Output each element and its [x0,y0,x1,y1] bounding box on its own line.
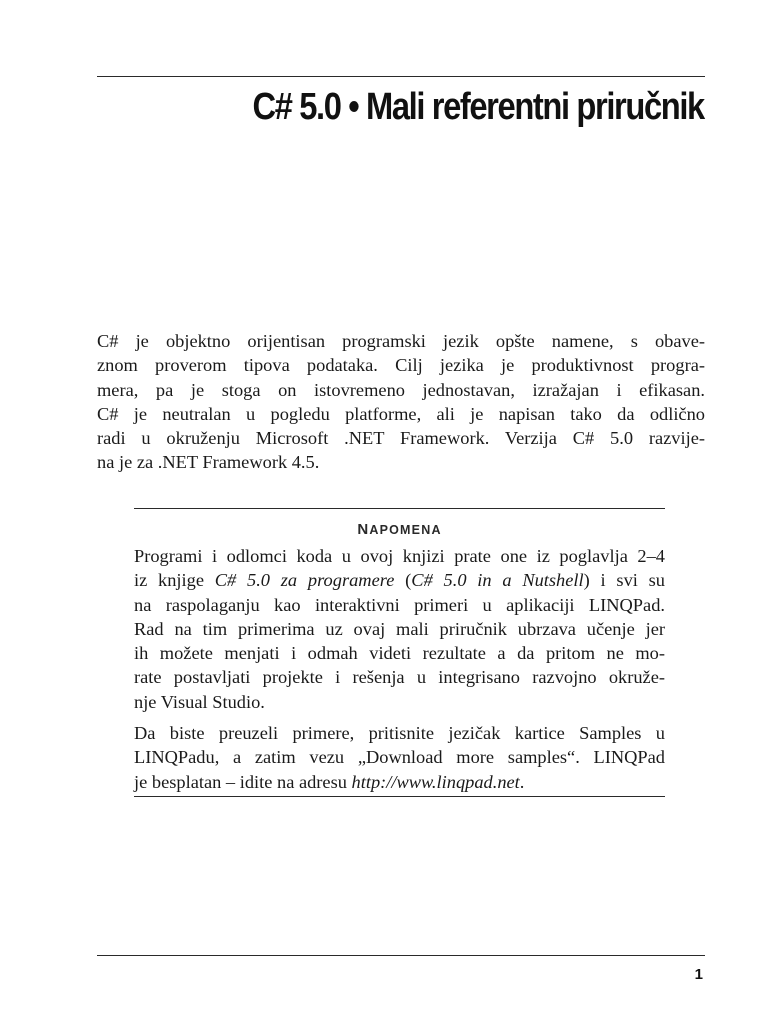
note-line: Rad na tim primerima uz ovaj mali priručnik ubrzava učenje jer [134,618,665,639]
note-line: Da biste preuzeli primere, pritisnite jezičak kartice Samples u [134,723,665,744]
intro-paragraph [97,329,705,475]
intro-line: C# je objektno orijentisan programski jezik opšte namene, s obave- [97,331,705,351]
note-heading-rest: APOMENA [369,523,442,537]
linqpad-url-link[interactable]: http://www.linqpad.net [351,771,520,792]
note-line: rate postavljati projekte i rešenja u integrisano razvojno okruže- [134,667,665,688]
chapter-title: C# 5.0 • Mali referentni priručnik [252,86,704,128]
note-line: na raspolaganju kao interaktivni primeri u aplikaciji LINQPad. [134,594,665,615]
note-heading-initial: N [357,521,370,538]
intro-line: C# je neutralan u pogledu platforme, ali je napisan tako da odlično [97,403,705,424]
top-rule [97,76,705,77]
book-title-english: C# 5.0 in a Nutshell [411,570,584,591]
book-title-serbian: C# 5.0 za programere [214,570,395,591]
note-text: iz knjige [134,570,215,591]
intro-line: znom proverom tipova podataka. Cilj jezika je produktivnost progra- [97,355,705,376]
note-text: . [519,771,525,792]
intro-line: radi u okruženju Microsoft .NET Framework. Verzija C# 5.0 razvije- [97,428,705,449]
note-box [134,509,665,794]
intro-line: mera, pa je stoga on istovremeno jednostavan, izražajan i efikasan. [97,379,705,400]
page-number: 1 [694,966,703,983]
note-line: LINQPadu, a zatim vezu „Download more samples“. LINQPad [134,747,665,768]
bottom-rule [97,955,705,956]
note-text: je besplatan – idite na adresu [134,771,352,792]
note-line: Programi i odlomci koda u ovoj knjizi prate one iz poglavlja 2–4 [134,546,665,566]
note-text: ) i svi su [583,570,665,591]
note-line: nje Visual Studio. [134,691,265,712]
note-text: ( [394,570,412,591]
note-line [134,568,665,592]
note-heading [134,521,665,538]
intro-line: na je za .NET Framework 4.5. [97,452,320,473]
note-bottom-rule [134,796,665,797]
note-line [134,770,665,794]
note-paragraph [134,544,665,714]
note-paragraph [134,721,665,794]
note-line: ih možete menjati i odmah videti rezultate a da pritom ne mo- [134,643,665,664]
